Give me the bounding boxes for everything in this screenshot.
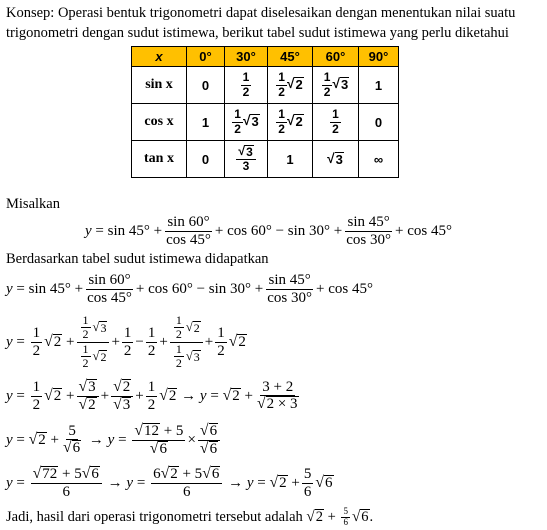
sin-0: 0: [187, 67, 225, 104]
equation-definition: y = sin 45° + $\frac{\sin 60^\circ}{\cos 45^\circ}$ + cos 60° − sin 30° + $\frac{\sin 45^\circ}{\cos 30^\circ}$ + cos 45°: [85, 214, 452, 248]
table-row-tan: [132, 141, 399, 178]
table-header-30: 30°: [225, 47, 268, 67]
sin-45: $\frac{1}{2}$ √ 2: [268, 67, 313, 104]
conclusion-suffix: .: [369, 508, 374, 525]
table-header-row: [132, 47, 399, 67]
intro-line-1: Konsep: Operasi bentuk trigonometri dapat diselesaikan dengan menentukan nilai suatu: [6, 5, 516, 21]
sin-60: $\frac{1}{2}$ √ 3: [313, 67, 359, 104]
equation-step-3: y = $\frac{1}{2}$ √ 2 + √ 3 √ 2 + √ 2 √ 3 + $\frac{1}{2}$ √ 2 → y = √ 2 + 3 + 2 √ 2 × 3: [6, 377, 298, 413]
table-row-cos: [132, 104, 399, 141]
special-angle-table: [131, 46, 399, 178]
row-label-cos: cos x: [132, 104, 187, 141]
tan-60: √ 3: [313, 141, 359, 178]
table-row-sin: [132, 67, 399, 104]
cos-90: 0: [359, 104, 399, 141]
cos-0: 1: [187, 104, 225, 141]
equation-step-4: y = √ 2 + 5 √ 6 → y = √ 12 + 5 √ 6 × √ 6 √ 6: [6, 418, 222, 462]
equation-step-5: y = √ 72 + 5 √ 6 6 → y = 6 √ 2 + 5 √ 6 6 → y = √ 2 + $\frac{5}{6}$ √ 6: [6, 464, 333, 500]
table-header-x: x: [132, 47, 187, 67]
tan-0: 0: [187, 141, 225, 178]
cos-30: $\frac{1}{2}$ √ 3: [225, 104, 268, 141]
sin-30: $\frac{1}{2}$: [225, 67, 268, 104]
tan-45: 1: [268, 141, 313, 178]
equation-step-1: y = sin 45° + $\frac{\sin 60^\circ}{\cos 45^\circ}$ + cos 60° − sin 30° + $\frac{\sin 45^\circ}{\cos 30^\circ}$ + cos 45°: [6, 272, 373, 306]
misalkan-label: Misalkan: [6, 196, 60, 212]
row-label-tan: tan x: [132, 141, 187, 178]
berdasarkan-label: Berdasarkan tabel sudut istimewa didapatkan: [6, 251, 269, 267]
row-label-sin: sin x: [132, 67, 187, 104]
conclusion-line: Jadi, hasil dari operasi trigonometri tersebut adalah √ 2 + $\frac{5}{6}$ √ 6 .: [6, 505, 374, 527]
intro-line-2: trigonometri dengan sudut istimewa, berikut tabel sudut istimewa yang perlu diketahui: [6, 25, 509, 41]
table-header-60: 60°: [313, 47, 359, 67]
table-header-90: 90°: [359, 47, 399, 67]
sin-90: 1: [359, 67, 399, 104]
cos-45: $\frac{1}{2}$ √ 2: [268, 104, 313, 141]
conclusion-prefix: Jadi, hasil dari operasi trigonometri tersebut adalah: [6, 508, 303, 525]
tan-30: √ 3 3: [225, 141, 268, 178]
table-header-45: 45°: [268, 47, 313, 67]
cos-60: $\frac{1}{2}$: [313, 104, 359, 141]
equation-step-2: y = $\frac{1}{2}$ √ 2 + $\frac{1}{2}$ √ 3 $\frac{1}{2}$ √ 2 + $\frac{1}{2}$ − $\frac{1}{2}$ + $\frac{1}{2}$ √ 2 $\frac{1}{2}$ √ 3 + $\frac{1}{2}$ √ 2: [6, 313, 246, 370]
table-header-0: 0°: [187, 47, 225, 67]
tan-90: ∞: [359, 141, 399, 178]
